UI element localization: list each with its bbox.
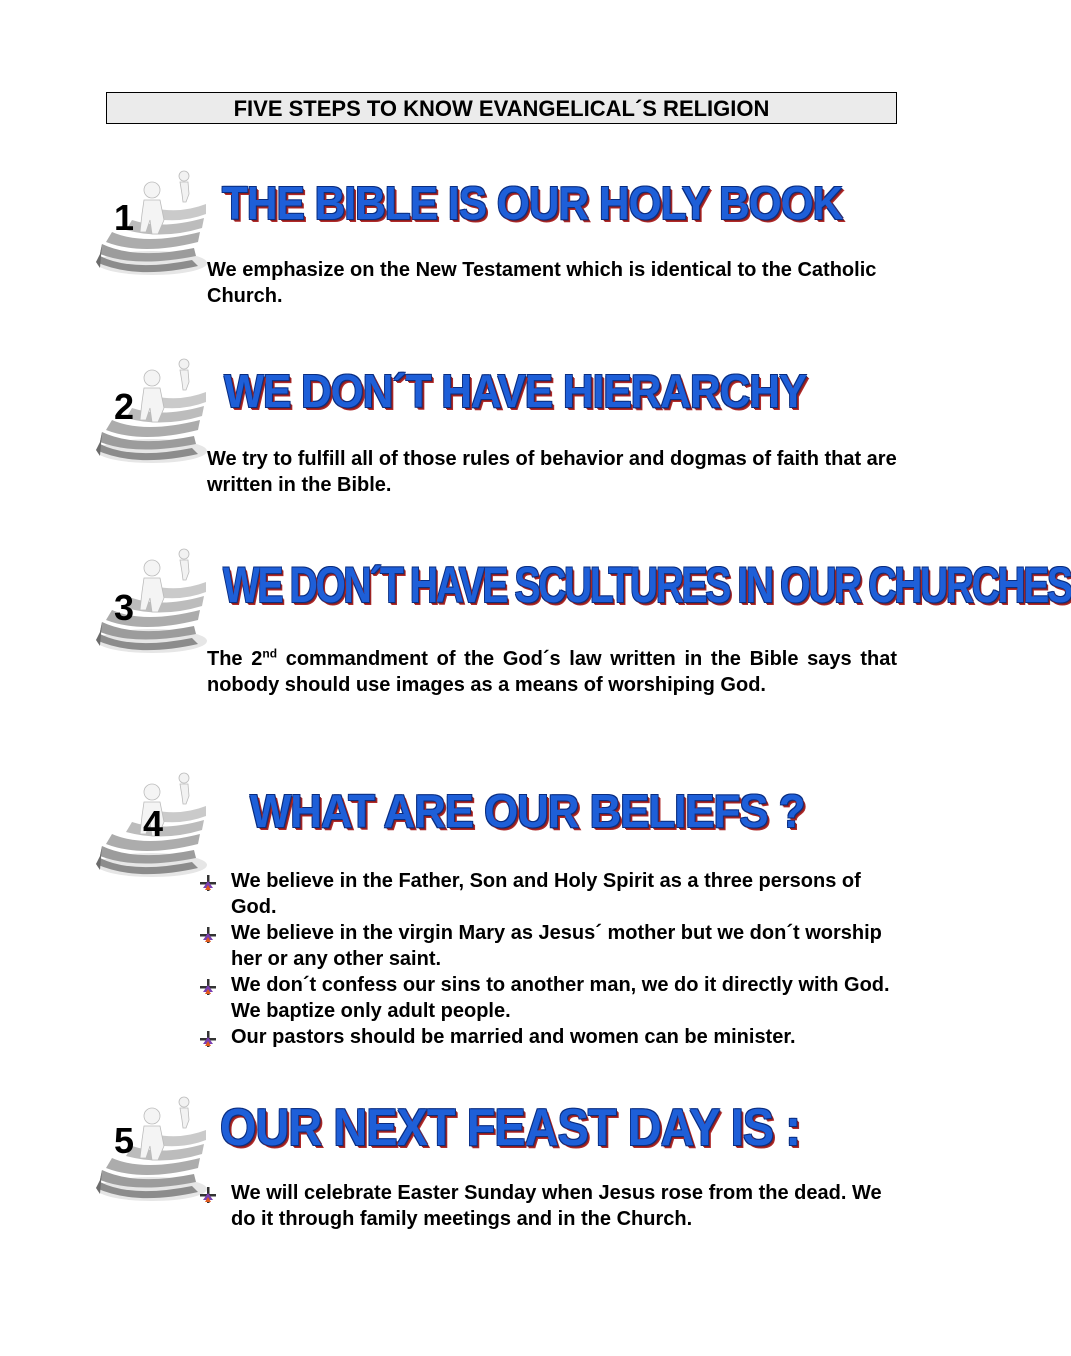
beliefs-list	[200, 868, 900, 1050]
step-number: 3	[114, 587, 135, 628]
step-number: 1	[114, 197, 135, 238]
step-heading: WE DON´T HAVE SCULTURES IN OUR CHURCHES	[223, 557, 1071, 613]
step-heading: OUR NEXT FEAST DAY IS :	[220, 1099, 801, 1157]
list-item-text: We don´t confess our sins to another man, we do it directly with God. We baptize only adult people.	[231, 974, 890, 1022]
step-heading: WHAT ARE OUR BELIEFS ?	[250, 785, 805, 837]
list-item	[200, 1024, 900, 1050]
step-description: We emphasize on the New Testament which is identical to the Catholic Church.	[207, 259, 877, 307]
list-item-text: Our pastors should be married and women can be minister.	[231, 1026, 796, 1048]
feast-list	[200, 1180, 900, 1232]
step-heading: THE BIBLE IS OUR HOLY BOOK	[222, 177, 843, 229]
list-item	[200, 1180, 900, 1232]
cross-arrow-bullet-icon	[200, 979, 216, 995]
list-item-text: We will celebrate Easter Sunday when Jesus rose from the dead. We do it through family meetings and in the Church.	[231, 1182, 882, 1230]
person-climbing-spiral-stairs-icon	[92, 546, 210, 656]
list-item-text: We believe in the virgin Mary as Jesus´ mother but we don´t worship her or any other saint.	[231, 922, 882, 970]
step-description	[207, 646, 897, 698]
step-text-start: The 2	[207, 648, 263, 670]
list-item	[200, 920, 900, 972]
list-item	[200, 972, 900, 1024]
person-climbing-spiral-stairs-icon	[92, 356, 210, 466]
step-text-rest: commandment of the God´s law written in the Bible says that nobody should use images as a means of worshiping God.	[207, 648, 897, 696]
list-item-text: We believe in the Father, Son and Holy Spirit as a three persons of God.	[231, 870, 861, 918]
list-item	[200, 868, 900, 920]
cross-arrow-bullet-icon	[200, 1031, 216, 1047]
cross-arrow-bullet-icon	[200, 927, 216, 943]
ordinal-suffix: nd	[262, 646, 278, 661]
page-title: FIVE STEPS TO KNOW EVANGELICAL´S RELIGION	[106, 92, 897, 124]
step-heading: WE DON´T HAVE HIERARCHY	[224, 365, 807, 417]
cross-arrow-bullet-icon	[200, 875, 216, 891]
step-number: 5	[114, 1120, 135, 1161]
step-description: We try to fulfill all of those rules of behavior and dogmas of faith that are written in the Bible.	[207, 448, 897, 496]
person-climbing-spiral-stairs-icon	[92, 1094, 210, 1204]
step-number: 2	[114, 386, 135, 427]
person-climbing-spiral-stairs-icon	[92, 168, 210, 278]
step-number: 4	[143, 803, 164, 844]
cross-arrow-bullet-icon	[200, 1187, 216, 1203]
